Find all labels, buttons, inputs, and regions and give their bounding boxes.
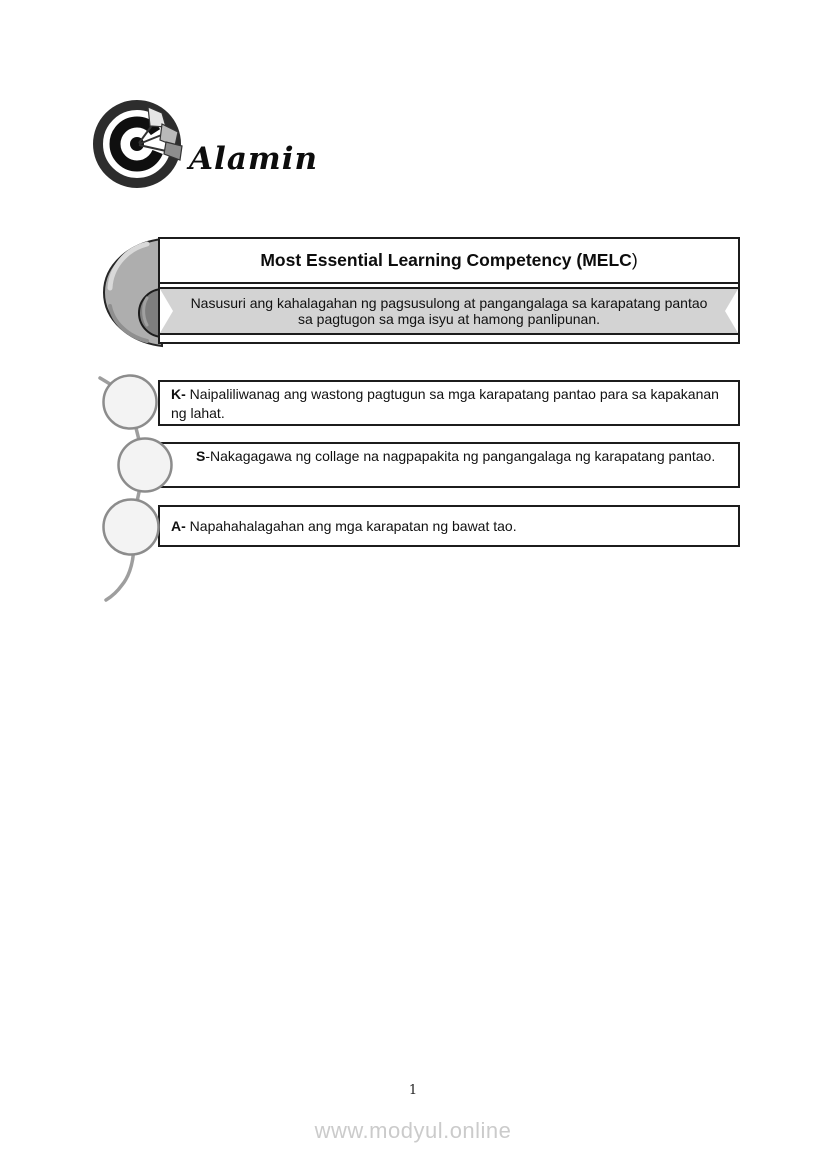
objective-text-k: Naipaliliwanag ang wastong pagtugun sa mga karapatang pantao para sa kapakanan ng lahat. [171, 386, 719, 421]
melc-title [160, 239, 738, 284]
ring-a [104, 500, 159, 555]
bevel-notch-left [160, 289, 173, 333]
chain-rings-decoration [96, 371, 190, 603]
objective-text-a: Napahahalagahan ang mga karapatan ng bawat tao. [185, 517, 517, 534]
melc-title-paren: ) [631, 250, 638, 270]
melc-title-text: Most Essential Learning Competency (MELC [260, 250, 632, 270]
melc-banner [158, 237, 740, 344]
objective-box-knowledge [158, 380, 740, 426]
watermark-text: www.modyul.online [314, 1118, 512, 1143]
dartboard-target-icon [92, 94, 204, 202]
objective-prefix-k: K- [171, 386, 186, 402]
objective-prefix-a: A- [171, 517, 186, 534]
melc-competency-text-box [160, 287, 738, 335]
scroll-capsule-decoration [99, 236, 163, 349]
objective-prefix-s: S [196, 448, 206, 464]
objective-text-s: -Nakagagawa ng collage na nagpapakita ng pangangalaga ng karapatang pantao. [205, 448, 716, 464]
objective-box-skill [158, 442, 740, 488]
section-title: Alamin [189, 141, 319, 177]
page-number: 1 [408, 1083, 418, 1098]
melc-competency-text: Nasusuri ang kahalagahan ng pagsusulong at pangangalaga sa karapatang pantao sa pagtugon sa mga isyu at hamong panlipunan. [190, 294, 708, 327]
objective-box-attitude [158, 505, 740, 547]
bevel-notch-right [725, 289, 738, 333]
ring-k [104, 376, 157, 429]
ring-s [119, 439, 172, 492]
